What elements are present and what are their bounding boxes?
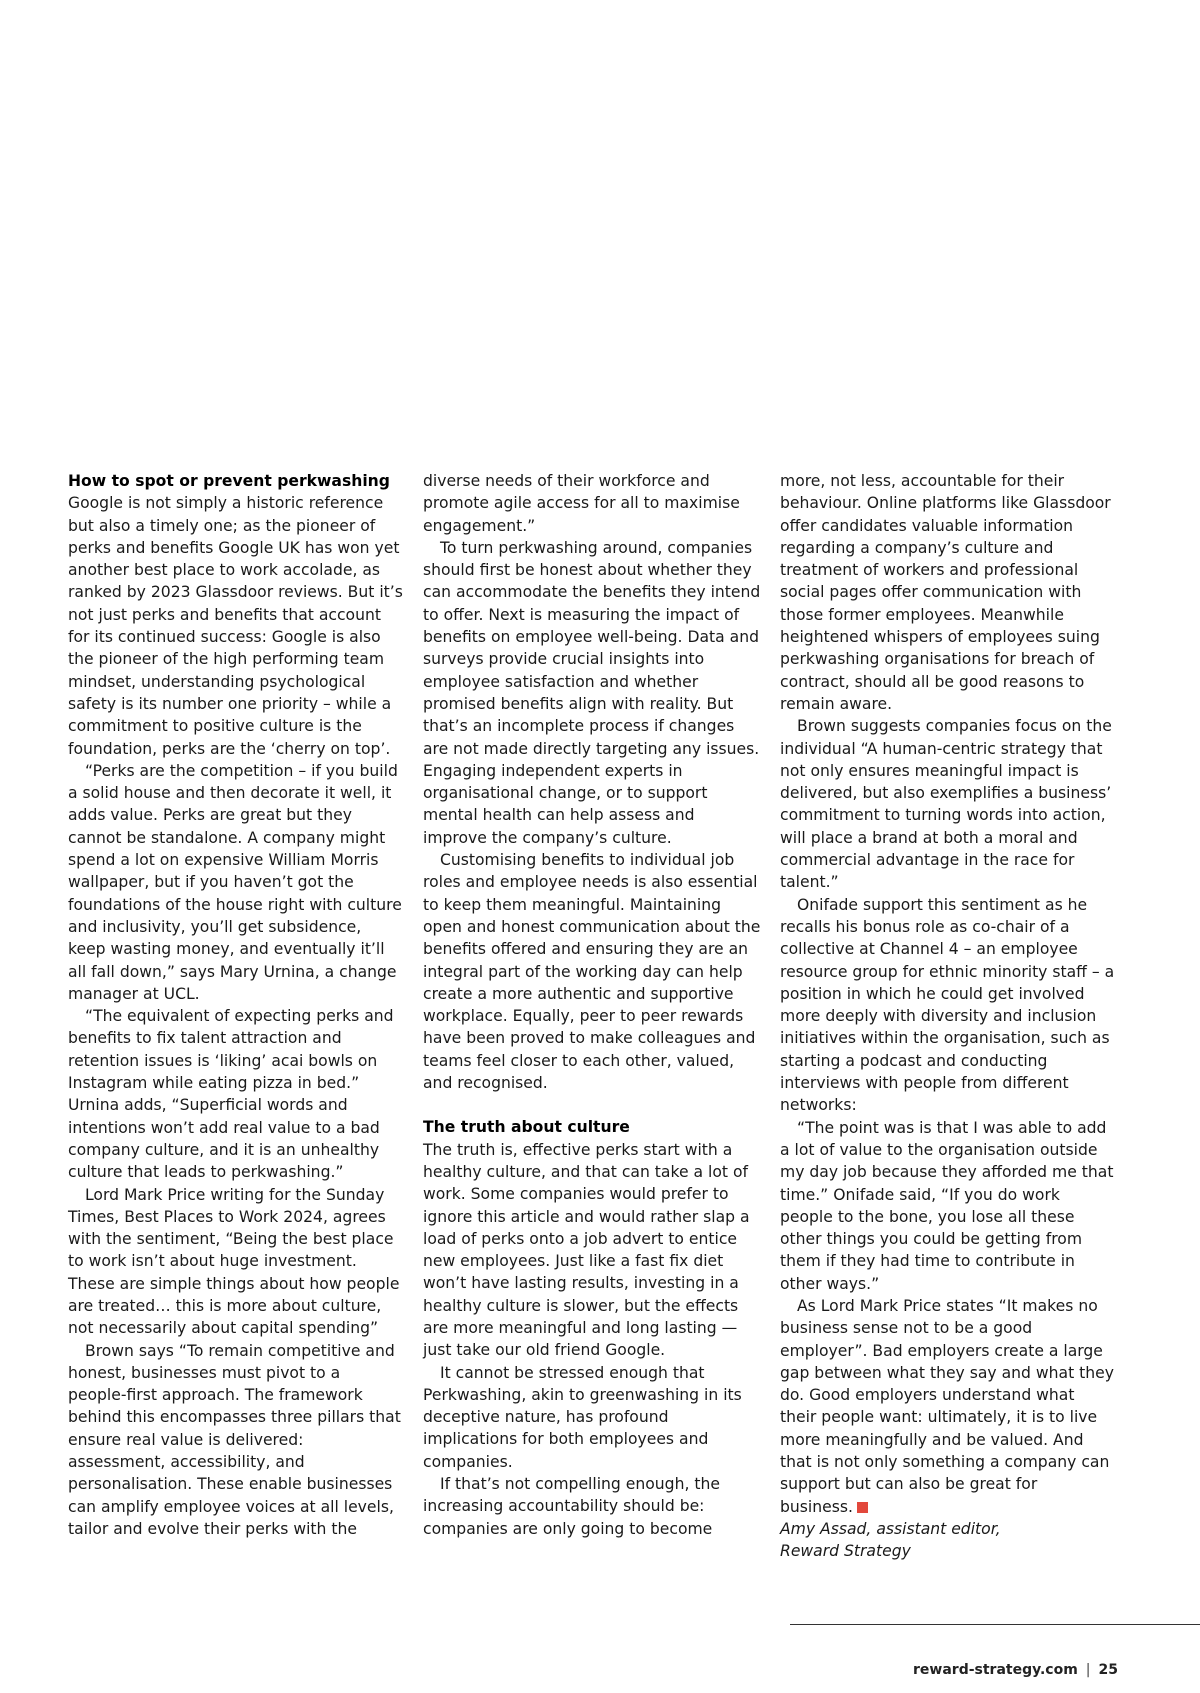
paragraph: Lord Mark Price writing for the Sunday Times, Best Places to Work 2024, agrees with the sentiment, “Being the best place to work isn’t about huge investment. These are simple things about how people are treated… this is more about culture, not necessarily about capital spending” [68,1185,400,1338]
paragraph: Brown says “To remain competitive and honest, businesses must pivot to a people-first approach. The framework behind this encompasses three pillars that ensure real value is delivered: assessment, accessibility, and personalisation. These enable businesses can amplify employee voices at all levels, tailor and evolve their perks with the [68,1341,401,1538]
section-heading-culture: The truth about culture [423,1118,630,1137]
paragraph: “The equivalent of expecting perks and benefits to fix talent attraction and retention issues is ‘liking’ acai bowls on Instagram while eating pizza in bed.” Urnina adds, “Superficial words and intentions won’t add real value to a bad company culture, and it is an unhealthy culture that leads to perkwashing.” [68,1007,394,1182]
footer-rule [790,1624,1200,1625]
paragraph: Google is not simply a historic reference but also a timely one; as the pioneer of perks and benefits Google UK has won yet another best place to work accolade, as ranked by 2023 Glassdoor reviews. But it’s not just perks and benefits that account for its continued success: Google is also the pioneer of the high performing team mindset, understanding psychological safety is its number one priority – while a commitment to positive culture is the foundation, perks are the ‘cherry on top’. [68,494,403,758]
article-column-2 [423,470,763,1540]
paragraph-final [780,1295,1115,1518]
paragraph: The truth is, effective perks start with a healthy culture, and that can take a lot of work. Some companies would prefer to ignore this article and would rather slap a load of perks onto a job advert to entice new employees. Just like a fast fix diet won’t have lasting results, investing in a healthy culture is slower, but the effects are more meaningful and long lasting — just take our old friend Google. [423,1140,750,1360]
end-mark-icon [857,1502,868,1513]
page-number: 25 [1098,1662,1118,1678]
article-column-1 [68,470,403,1540]
paragraph: It cannot be stressed enough that Perkwashing, akin to greenwashing in its deceptive nature, has profound implications for both employees and companies. [423,1363,742,1471]
paragraph: diverse needs of their workforce and promote agile access for all to maximise engagement.” [423,472,740,535]
paragraph: “Perks are the competition – if you build a solid house and then decorate it well, it adds value. Perks are great but they cannot be standalone. A company might spend a lot on expensive William Morris wallpaper, but if you haven’t got the foundations of the house right with culture and inclusivity, you’ll get subsidence, keep wasting money, and eventually it’ll all fall down,” says Mary Urnina, a change manager at UCL. [68,761,402,1003]
section-heading-perkwashing: How to spot or prevent perkwashing [68,472,390,490]
paragraph: Customising benefits to individual job roles and employee needs is also essential to keep them meaningful. Maintaining open and honest communication about the benefits offered and ensuring they are an integral part of the working day can help create a more authentic and supportive workplace. Equally, peer to peer rewards have been proved to make colleagues and teams feel closer to each other, valued, and recognised. [423,851,761,1093]
byline-name: Amy Assad, assistant editor, [780,1519,1001,1538]
footer-separator: | [1085,1662,1091,1678]
paragraph: Onifade support this sentiment as he recalls his bonus role as co-chair of a collective at Channel 4 – an employee resource group for ethnic minority staff – a position in which he could get involved more deeply with diversity and inclusion initiatives within the organisation, such as starting a podcast and conducting interviews with people from different networks: [780,895,1115,1115]
paragraph: To turn perkwashing around, companies should first be honest about whether they can accommodate the benefits they intend to offer. Next is measuring the impact of benefits on employee well-being. Data and surveys provide crucial insights into employee satisfaction and whether promised benefits align with reality. But that’s an incomplete process if changes are not made directly targeting any issues. Engaging independent experts in organisational change, or to support mental health can help assess and improve the company’s culture. [423,538,761,847]
paragraph: more, not less, accountable for their behaviour. Online platforms like Glassdoor offer candidates valuable information regarding a company’s culture and treatment of workers and professional social pages offer communication with those former employees. Meanwhile heightened whispers of employees suing perkwashing organisations for breach of contract, should all be good reasons to remain aware. [780,472,1111,713]
article-column-3 [780,470,1115,1563]
footer-site-link[interactable]: reward-strategy.com [913,1662,1078,1678]
paragraph-text: As Lord Mark Price states “It makes no business sense not to be a good employer”. Bad employers create a large gap between what they say and what they do. Good employers understand what their people want: ultimately, it is to live more meaningfully and be valued. And that is not only something a company can support but can also be great for business. [780,1296,1114,1516]
byline-org: Reward Strategy [780,1542,911,1561]
paragraph: If that’s not compelling enough, the increasing accountability should be: companies are only going to become [423,1475,720,1538]
page-footer [913,1662,1118,1678]
paragraph: Brown suggests companies focus on the individual “A human-centric strategy that not only ensures meaningful impact is delivered, but also exemplifies a business’ commitment to turning words into action, will place a brand at both a moral and commercial advantage in the race for talent.” [780,717,1112,892]
paragraph: “The point was is that I was able to add a lot of value to the organisation outside my day job because they afforded me that time.” Onifade said, “If you do work people to the bone, you lose all these other things you could be getting from them if they had time to contribute in other ways.” [780,1118,1114,1293]
